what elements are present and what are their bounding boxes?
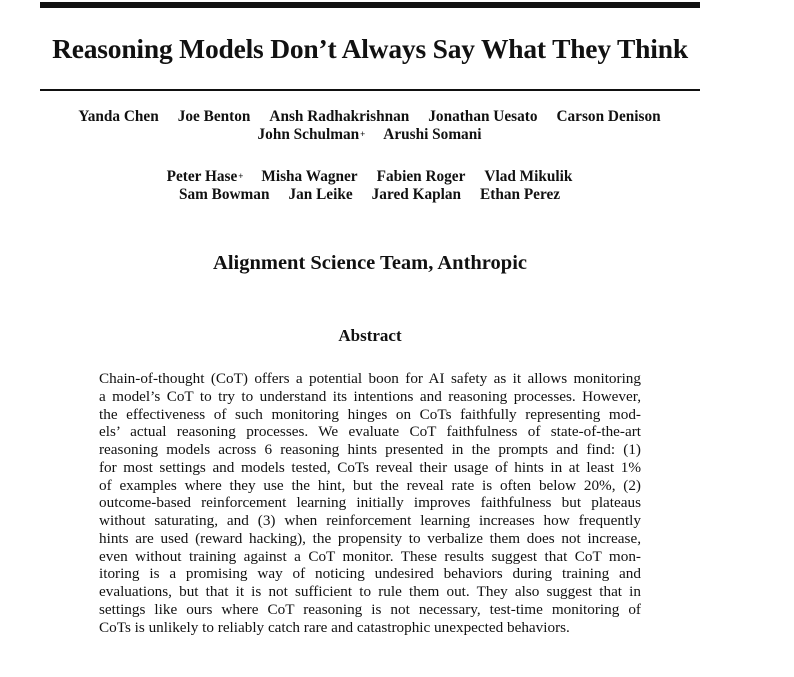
abstract-line: itoring is a promising way of noticing undesired behaviors during training and <box>99 565 641 583</box>
author: Ethan Perez <box>480 186 561 203</box>
abstract-line: outcome-based reinforcement learning initially improves faithfulness but plateaus <box>99 494 641 512</box>
author: John Schulman+ <box>257 126 366 143</box>
abstract-line: a model’s CoT to try to understand its intentions and reasoning processes. However, <box>99 387 641 405</box>
abstract-body <box>99 370 641 636</box>
author: Jonathan Uesato <box>428 108 538 125</box>
abstract-line: els’ actual reasoning processes. We evaluate CoT faithfulness of state-of-the-art <box>99 423 641 441</box>
author: Carson Denison <box>556 108 661 125</box>
abstract-line: settings like ours where CoT reasoning is not necessary, test-time monitoring of <box>99 600 641 618</box>
abstract-line: evaluations, but that it is not sufficient to rule them out. They also suggest that in <box>99 583 641 600</box>
abstract-line: even without training against a CoT monitor. These results suggest that CoT mon- <box>99 547 641 565</box>
author-line <box>40 186 700 204</box>
author-group-2 <box>40 168 700 204</box>
abstract-line: the effectiveness of such monitoring hinges on CoTs faithfully representing mod- <box>99 405 641 423</box>
title-top-rule <box>40 2 700 8</box>
author: Arushi Somani <box>383 126 482 143</box>
abstract-line: for most settings and models tested, CoTs reveal their usage of hints in at least 1% <box>99 458 641 476</box>
author: Jan Leike <box>288 186 353 203</box>
team-affiliation: Alignment Science Team, Anthropic <box>213 252 527 274</box>
author: Joe Benton <box>177 108 251 125</box>
abstract-line: of examples where they use the hint, but the reveal rate is often below 20%, (2) <box>99 476 641 494</box>
author-line <box>40 108 700 126</box>
abstract-line: Chain-of-thought (CoT) offers a potential boon for AI safety as it allows monitoring <box>99 370 641 387</box>
equal-advising-mark: + <box>238 171 244 181</box>
equal-advising-mark: + <box>360 129 366 139</box>
author: Jared Kaplan <box>371 186 462 203</box>
author-group-1 <box>40 108 700 144</box>
author: Misha Wagner <box>261 168 358 185</box>
abstract-line: without saturating, and (3) when reinforcement learning increases how frequently <box>99 512 641 529</box>
author: Peter Hase+ <box>166 168 244 185</box>
author: Vlad Mikulik <box>484 168 573 185</box>
abstract-line: CoTs is unlikely to reliably catch rare and catastrophic unexpected behaviors. <box>99 618 570 636</box>
author: Sam Bowman <box>178 186 270 203</box>
author-line <box>40 126 700 144</box>
abstract-line: reasoning models across 6 reasoning hints presented in the prompts and find: (1) <box>99 441 641 458</box>
abstract-heading: Abstract <box>338 326 402 345</box>
author: Ansh Radhakrishnan <box>269 108 410 125</box>
author: Fabien Roger <box>376 168 466 185</box>
title-bottom-rule <box>40 89 700 91</box>
abstract-line: hints are used (reward hacking), the propensity to verbalize them does not increase, <box>99 529 641 547</box>
author-line <box>40 168 700 186</box>
paper-title: Reasoning Models Don’t Always Say What They Think <box>52 33 688 64</box>
author: Yanda Chen <box>78 108 159 125</box>
